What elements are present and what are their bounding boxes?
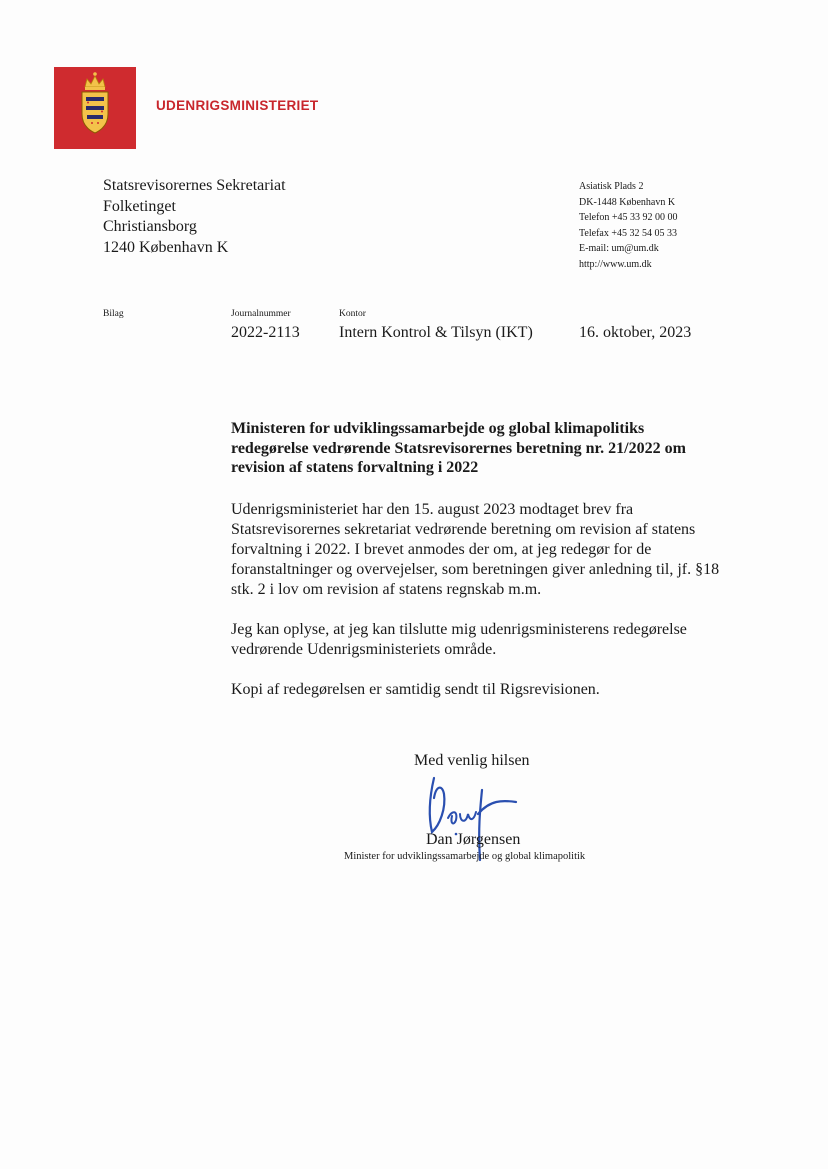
sender-fax: Telefax +45 32 54 05 33 [579, 227, 677, 239]
letter-body [231, 500, 731, 720]
office-name: Intern Kontrol & Tilsyn (IKT) [339, 324, 533, 341]
sender-address [579, 179, 678, 272]
journal-label: Journalnummer [231, 309, 291, 319]
closing-salutation: Med venlig hilsen [414, 752, 530, 769]
ministry-logo [54, 67, 136, 149]
recipient-line: Statsrevisorernes Sekretariat [103, 177, 286, 194]
body-paragraph: Jeg kan oplyse, at jeg kan tilslutte mig udenrigsministerens redegørelse vedrørende Udenrigsministeriets område. [231, 621, 687, 658]
signer-title: Minister for udviklingssamarbejde og global klimapolitik [344, 851, 586, 862]
sender-city: DK-1448 København K [579, 196, 676, 208]
letter-subject: Ministeren for udviklingssamarbejde og global klimapolitiks redegørelse vedrørende Statsrevisorernes beretning nr. 21/2022 om revision af statens forvaltning i 2022 [231, 420, 686, 476]
letter-date: 16. oktober, 2023 [579, 324, 692, 341]
sender-website: http://www.um.dk [579, 258, 652, 270]
sender-street: Asiatisk Plads 2 [579, 181, 644, 192]
sender-email: E-mail: um@um.dk [579, 243, 659, 254]
royal-coat-of-arms-icon [54, 67, 136, 149]
bilag-label: Bilag [103, 309, 124, 319]
journal-number: 2022-2113 [231, 324, 300, 341]
ministry-name: UDENRIGSMINISTERIET [156, 98, 319, 113]
sender-phone: Telefon +45 33 92 00 00 [579, 212, 678, 223]
body-paragraph: Udenrigsministeriet har den 15. august 2023 modtaget brev fra Statsrevisorernes sekretariat vedrørende beretning om revision af statens forvaltning i 2022. I brevet anmodes der om, at jeg redegør for de foranstaltninger og overvejelser, som beretningen giver anledning til, jf. §18 stk. 2 i lov om revision af statens regnskab m.m. [231, 501, 720, 598]
recipient-line: Christiansborg [103, 218, 197, 235]
recipient-line: Folketinget [103, 197, 176, 215]
body-paragraph: Kopi af redegørelsen er samtidig sendt til Rigsrevisionen. [231, 681, 600, 698]
signer-name: Dan Jørgensen [426, 831, 521, 848]
recipient-line: 1240 København K [103, 238, 229, 256]
recipient-address [103, 176, 286, 258]
office-label: Kontor [339, 309, 366, 319]
